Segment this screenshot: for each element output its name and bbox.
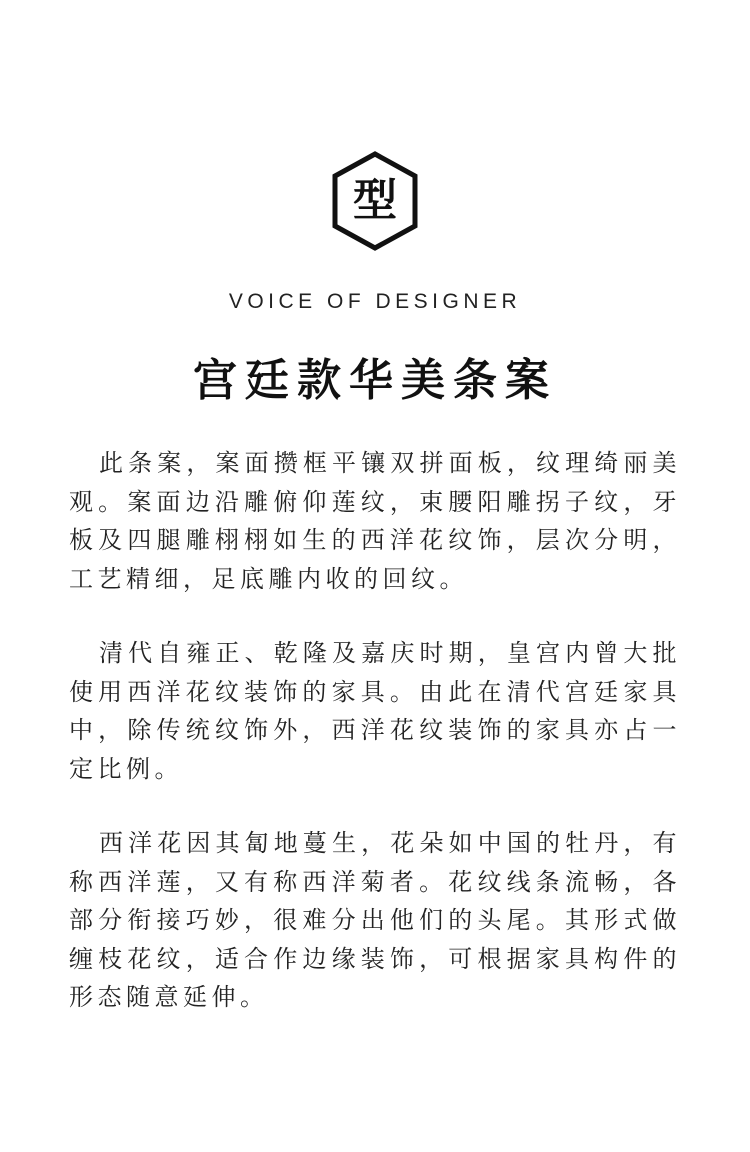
body-paragraph-3: 西洋花因其匐地蔓生，花朵如中国的牡丹，有称西洋莲，又有称西洋菊者。花纹线条流畅，各部分衔接巧妙，很难分出他们的头尾。其形式做缠枝花纹，适合作边缘装饰，可根据家具构件的形态随意延伸。 [69, 829, 681, 1011]
brand-logo [331, 150, 419, 252]
body-paragraph-1: 此条案，案面攒框平镶双拼面板，纹理绮丽美观。案面边沿雕俯仰莲纹，束腰阳雕拐子纹，牙板及四腿雕栩栩如生的西洋花纹饰，层次分明，工艺精细，足底雕内收的回纹。 [69, 449, 681, 593]
page-subtitle: VOICE OF DESIGNER [228, 290, 522, 313]
body-paragraph-2: 清代自雍正、乾隆及嘉庆时期，皇宫内曾大批使用西洋花纹装饰的家具。由此在清代宫廷家具中，除传统纹饰外，西洋花纹装饰的家具亦占一定比例。 [69, 639, 681, 783]
logo-character: 型 [353, 175, 397, 226]
page-title: 宫廷款华美条案 [193, 355, 557, 406]
